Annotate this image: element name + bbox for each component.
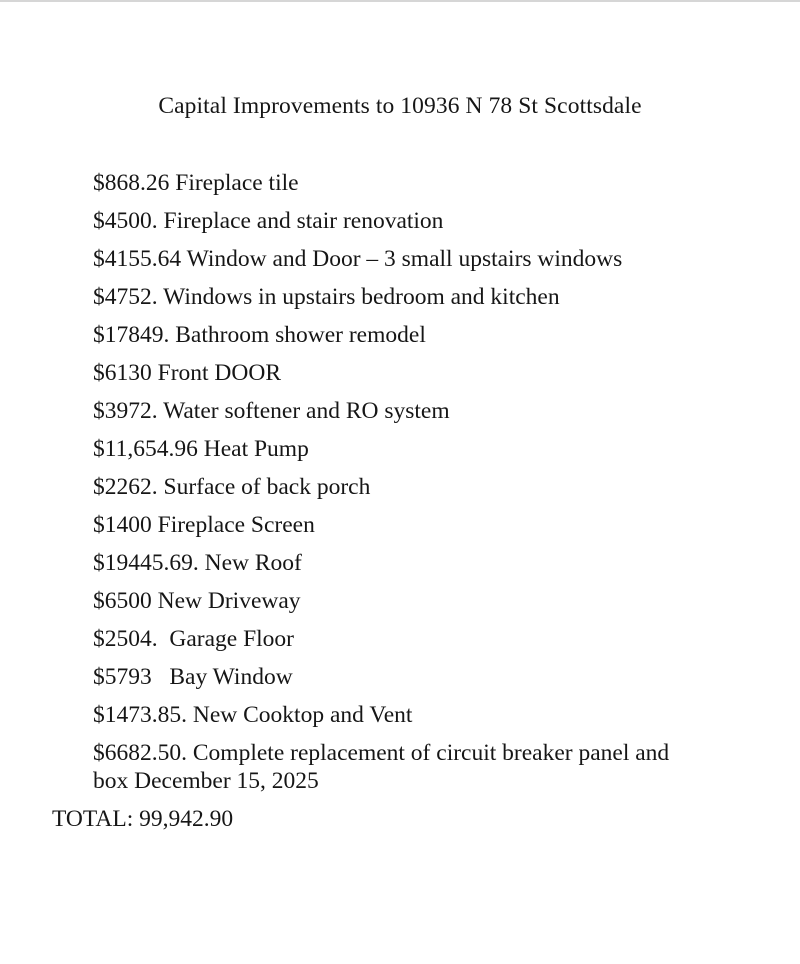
expense-line-item: $4752. Windows in upstairs bedroom and kitchen (93, 284, 560, 310)
expense-list (93, 169, 693, 795)
document-title: Capital Improvements to 10936 N 78 St Scottsdale (158, 93, 642, 119)
expense-line-item: $2504. Garage Floor (93, 626, 295, 652)
total-line: TOTAL: 99,942.90 (52, 806, 234, 832)
expense-line-item: $1400 Fireplace Screen (93, 512, 315, 538)
expense-line-item: $19445.69. New Roof (93, 550, 302, 576)
page-top-edge-band (0, 0, 800, 2)
expense-line-item: $6130 Front DOOR (93, 360, 282, 386)
expense-line-item: $6682.50. Complete replacement of circuit breaker panel and box December 15, 2025 (93, 740, 676, 794)
expense-line-item: $4500. Fireplace and stair renovation (93, 208, 444, 234)
expense-line-item: $6500 New Driveway (93, 588, 301, 614)
expense-line-item: $5793 Bay Window (93, 664, 293, 690)
expense-line-item: $868.26 Fireplace tile (93, 170, 299, 196)
expense-line-item: $2262. Surface of back porch (93, 474, 371, 500)
expense-line-item: $3972. Water softener and RO system (93, 398, 450, 424)
expense-line-item: $1473.85. New Cooktop and Vent (93, 702, 413, 728)
expense-line-item: $17849. Bathroom shower remodel (93, 322, 426, 348)
expense-line-item: $4155.64 Window and Door – 3 small upstairs windows (93, 246, 623, 272)
expense-line-item: $11,654.96 Heat Pump (93, 436, 309, 462)
